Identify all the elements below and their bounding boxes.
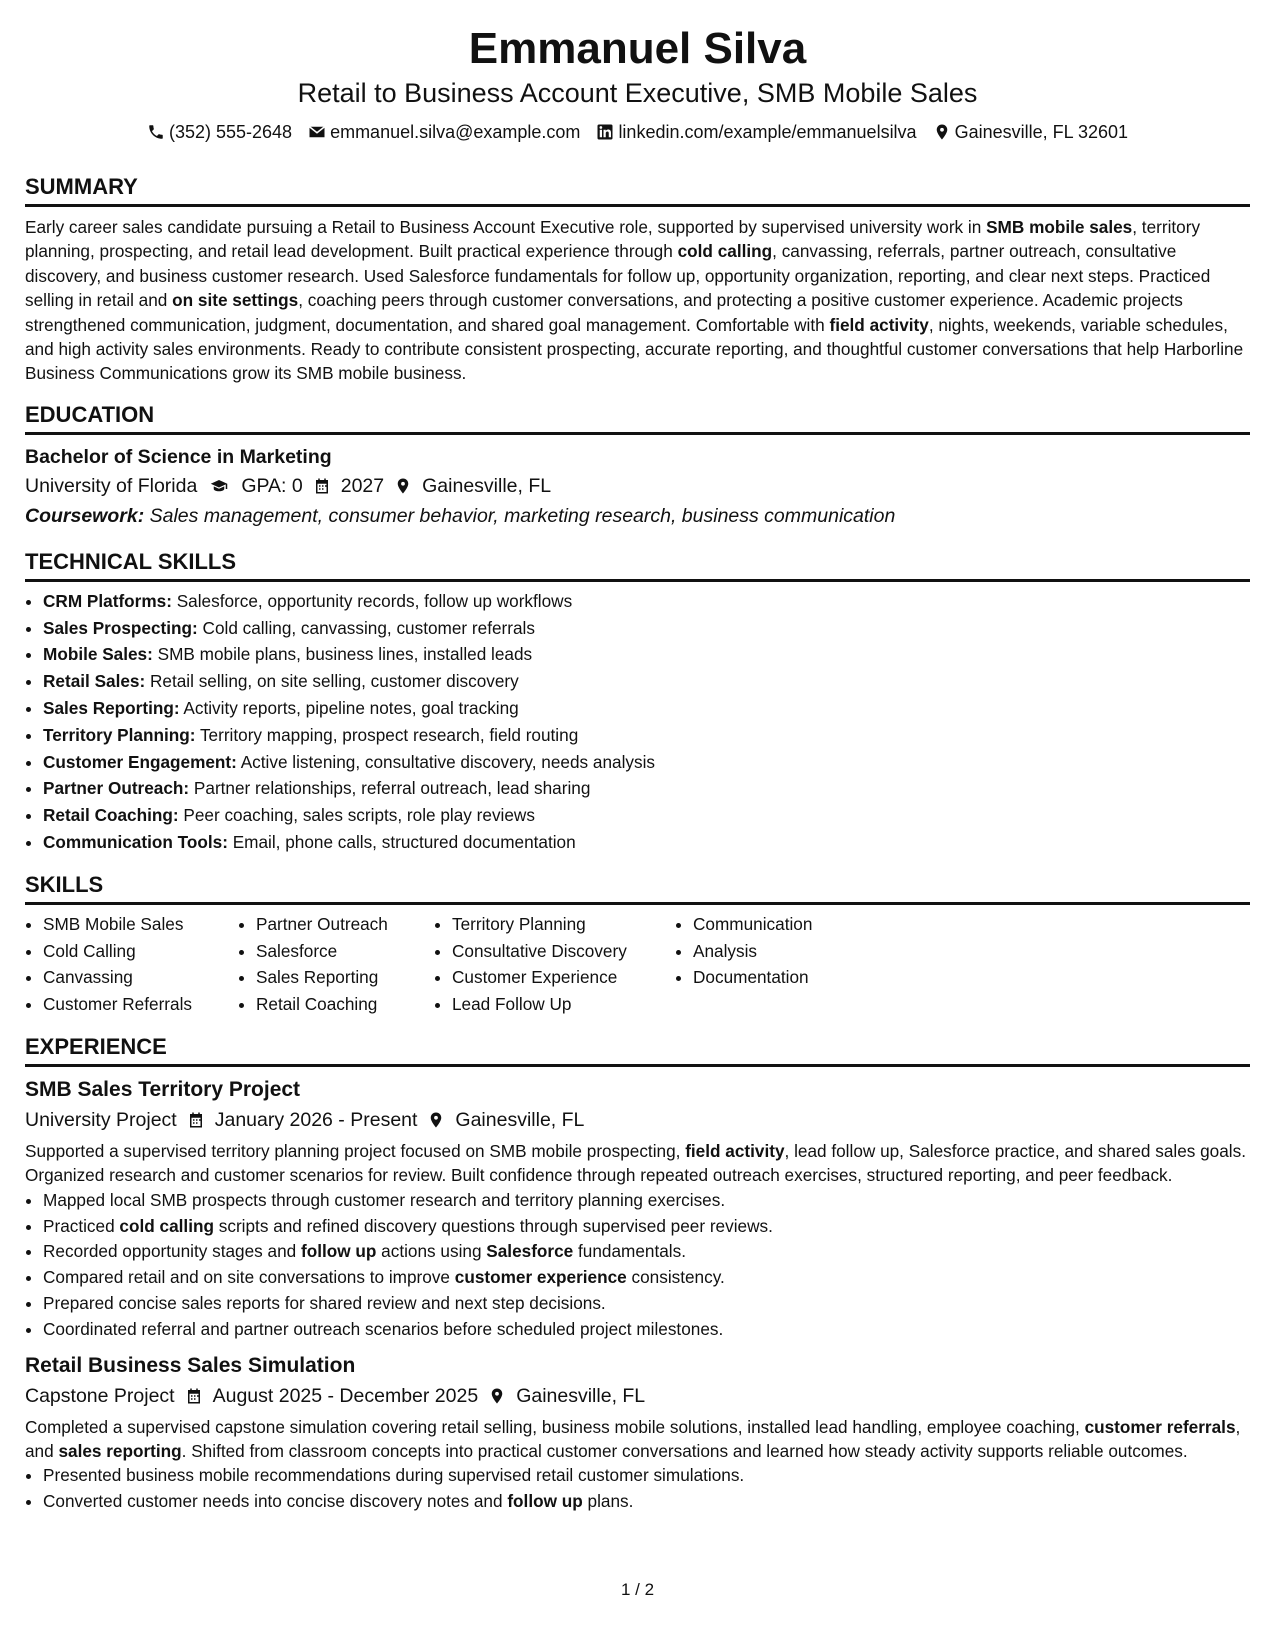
list-item: • Coordinated referral and partner outreach scenarios before scheduled project milestones.: [43, 1317, 1250, 1343]
list-item: • Practiced cold calling scripts and refined discovery questions through supervised peer reviews.: [43, 1214, 1250, 1240]
job-description: Supported a supervised territory planning project focused on SMB mobile prospecting, field activity, lead follow up, Salesforce practice, and shared sales goals. Organized research and customer scenarios for review. Built confidence through repeated outreach exercises, structured reporting, and peer feedback.: [25, 1141, 1246, 1186]
summary-text: Early career sales candidate pursuing a Retail to Business Account Executive role, supported by supervised university work in SMB mobile sales, territory planning, prospecting, and retail lead development. Built practical experience through cold calling, canvassing, referrals, partner outreach, consultative discovery, and business customer research. Used Salesforce fundamentals for follow up, opportunity organization, reporting, and clear next steps. Practiced selling in retail and on site settings, coaching peers through customer conversations, and protecting a positive customer experience. Academic projects strengthened communication, judgment, documentation, and shared goal management. Comfortable with field activity, nights, weekends, variable schedules, and high activity sales environments. Ready to contribute consistent prospecting, accurate reporting, and thoughtful customer conversations that help Harborline Business Communications grow its SMB mobile business.: [25, 217, 1244, 384]
list-item: • Territory Planning: Territory mapping, prospect research, field routing: [43, 722, 1250, 749]
list-item: • Consultative Discovery: [452, 938, 675, 965]
skills-column: [238, 911, 434, 1018]
section-title-education: EDUCATION: [25, 402, 1250, 435]
list-item: • Presented business mobile recommendations during supervised retail customer simulations.: [43, 1463, 1250, 1489]
map-marker-icon: [427, 1111, 445, 1129]
job-location: Gainesville, FL: [516, 1384, 646, 1407]
list-item: • Retail Sales: Retail selling, on site selling, customer discovery: [43, 668, 1250, 695]
page-number: 1 / 2: [620, 1580, 655, 1599]
list-item: • CRM Platforms: Salesforce, opportunity records, follow up workflows: [43, 588, 1250, 615]
technical-skills-section: [25, 549, 1250, 856]
list-item: • Partner Outreach: [256, 911, 434, 938]
list-item: • Customer Experience: [452, 964, 675, 991]
section-title-summary: SUMMARY: [25, 174, 1250, 207]
linkedin-text: linkedin.com/example/emmanuelsilva: [618, 122, 917, 142]
job-bullets: [25, 1188, 1250, 1343]
skills-column: [25, 911, 238, 1018]
list-item: • Converted customer needs into concise discovery notes and follow up plans.: [43, 1489, 1250, 1515]
linkedin-icon: [596, 123, 614, 141]
education-meta: [25, 471, 1250, 501]
job-meta: [25, 1105, 1250, 1135]
phone-icon: [147, 123, 165, 141]
list-item: • Recorded opportunity stages and follow up actions using Salesforce fundamentals.: [43, 1239, 1250, 1265]
summary-section: [25, 174, 1250, 386]
list-item: • Mapped local SMB prospects through customer research and territory planning exercises.: [43, 1188, 1250, 1214]
list-item: • Partner Outreach: Partner relationships, referral outreach, lead sharing: [43, 775, 1250, 802]
list-item: • Customer Engagement: Active listening, consultative discovery, needs analysis: [43, 749, 1250, 776]
map-marker-icon: [394, 477, 412, 495]
gpa: GPA: 0: [241, 474, 303, 497]
list-item: • Sales Reporting: [256, 964, 434, 991]
list-item: • Communication Tools: Email, phone calls, structured documentation: [43, 829, 1250, 856]
job-title: Retail Business Sales Simulation: [25, 1353, 356, 1377]
job-title: SMB Sales Territory Project: [25, 1078, 301, 1101]
education-section: [25, 402, 1250, 531]
list-item: • Mobile Sales: SMB mobile plans, business lines, installed leads: [43, 641, 1250, 668]
section-title-experience: EXPERIENCE: [25, 1034, 1250, 1067]
list-item: • Compared retail and on site conversations to improve customer experience consistency.: [43, 1265, 1250, 1291]
list-item: • Documentation: [693, 964, 893, 991]
contact-bar: [25, 120, 1250, 144]
contact-location: [933, 120, 1128, 144]
list-item: • Territory Planning: [452, 911, 675, 938]
map-marker-icon: [488, 1387, 506, 1405]
job-location: Gainesville, FL: [455, 1109, 585, 1131]
calendar-icon: [185, 1387, 203, 1405]
phone-text: (352) 555-2648: [168, 122, 293, 142]
list-item: • Canvassing: [43, 964, 238, 991]
coursework: Coursework: Sales management, consumer behavior, marketing research, business communication: [25, 504, 896, 527]
skills-grid: [25, 911, 1250, 1018]
degree: Bachelor of Science in Marketing: [25, 445, 332, 468]
contact-email[interactable]: [308, 120, 580, 144]
list-item: • SMB Mobile Sales: [43, 911, 238, 938]
school-location: Gainesville, FL: [422, 474, 552, 497]
list-item: • Retail Coaching: [256, 991, 434, 1018]
list-item: • Customer Referrals: [43, 991, 238, 1018]
job-meta: [25, 1381, 1250, 1411]
list-item: • Analysis: [693, 938, 893, 965]
location-text: Gainesville, FL 32601: [954, 122, 1129, 142]
candidate-title: Retail to Business Account Executive, SMB Mobile Sales: [297, 78, 978, 108]
job-dates: August 2025 - December 2025: [212, 1384, 479, 1407]
experience-section: [25, 1034, 1250, 1515]
school-name: University of Florida: [25, 474, 198, 497]
envelope-icon: [308, 123, 326, 141]
list-item: • Communication: [693, 911, 893, 938]
list-item: • Sales Reporting: Activity reports, pipeline notes, goal tracking: [43, 695, 1250, 722]
list-item: • Prepared concise sales reports for shared review and next step decisions.: [43, 1291, 1250, 1317]
section-title-skills: SKILLS: [25, 872, 1250, 905]
skills-column: [434, 911, 675, 1018]
calendar-icon: [187, 1111, 205, 1129]
job-dates: January 2026 - Present: [214, 1109, 418, 1131]
experience-entry: [25, 1075, 1250, 1343]
job-description: Completed a supervised capstone simulation covering retail selling, business mobile solutions, installed lead handling, employee coaching, customer referrals, and sales reporting. Shifted from classroom concepts into practical customer conversations and learned how steady activity supports reliable outcomes.: [25, 1416, 1241, 1461]
list-item: • Cold Calling: [43, 938, 238, 965]
list-item: • Retail Coaching: Peer coaching, sales scripts, role play reviews: [43, 802, 1250, 829]
experience-entry: [25, 1351, 1250, 1515]
list-item: • Lead Follow Up: [452, 991, 675, 1018]
calendar-icon: [313, 477, 331, 495]
job-org: Capstone Project: [25, 1384, 175, 1407]
skills-column: [675, 911, 893, 1018]
resume-page: [25, 22, 1250, 1515]
list-item: • Sales Prospecting: Cold calling, canvassing, customer referrals: [43, 615, 1250, 642]
contact-phone[interactable]: [147, 120, 292, 144]
job-org: University Project: [25, 1109, 177, 1131]
list-item: • Salesforce: [256, 938, 434, 965]
technical-skills-list: [25, 588, 1250, 856]
email-text: emmanuel.silva@example.com: [330, 122, 581, 142]
job-bullets: [25, 1463, 1250, 1515]
skills-section: [25, 872, 1250, 1018]
candidate-name: Emmanuel Silva: [468, 24, 807, 73]
contact-linkedin[interactable]: [596, 120, 916, 144]
graduation-cap-icon: [207, 477, 231, 495]
section-title-technical-skills: TECHNICAL SKILLS: [25, 549, 1250, 582]
map-marker-icon: [933, 123, 951, 141]
grad-year: 2027: [340, 474, 385, 497]
